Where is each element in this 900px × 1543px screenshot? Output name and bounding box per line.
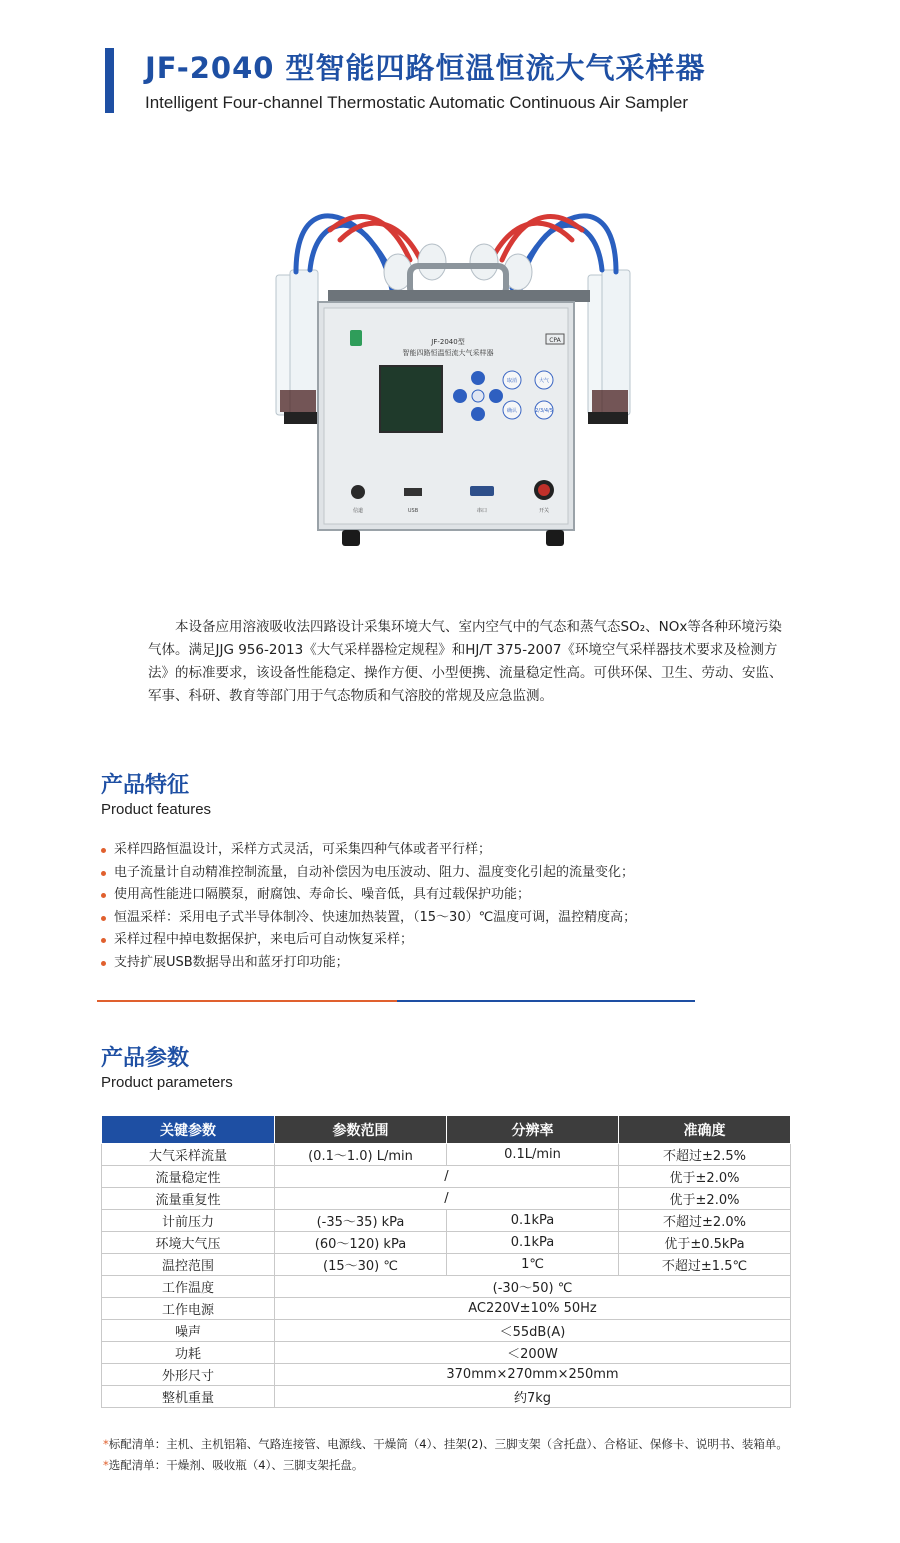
bullet-icon [101,893,106,898]
param-range: (60～120) kPa [275,1232,447,1254]
section-divider-blue [397,1000,695,1002]
table-row [102,1298,791,1320]
feature-item: 电子流量计自动精准控制流量，自动补偿因为电压波动、阻力、温度变化引起的流量变化； [101,862,801,885]
table-row [102,1232,791,1254]
param-range: (-35～35) kPa [275,1210,447,1232]
bullet-icon [101,938,106,943]
table-row [102,1364,791,1386]
param-key: 大气采样流量 [102,1144,275,1166]
params-subtitle: Product parameters [101,1074,233,1091]
param-accuracy: 不超过±1.5℃ [619,1254,791,1276]
header-key: 关键参数 [102,1116,275,1144]
section-divider-orange [97,1000,397,1002]
param-key: 流量稳定性 [102,1166,275,1188]
table-row [102,1188,791,1210]
params-table [101,1115,791,1408]
bullet-icon [101,871,106,876]
features-title: 产品特征 [101,773,190,798]
note-star: * [103,1437,109,1451]
feature-item: 使用高性能进口隔膜泵，耐腐蚀、寿命长、噪音低，具有过载保护功能； [101,884,801,907]
notes-block [103,1434,788,1476]
param-accuracy: 优于±0.5kPa [619,1232,791,1254]
features-list [101,839,801,974]
param-value: (-30～50) ℃ [275,1276,791,1298]
param-key: 外形尺寸 [102,1364,275,1386]
param-accuracy: 优于±2.0% [619,1166,791,1188]
param-range: / [275,1166,619,1188]
note-star: * [103,1458,109,1472]
table-row [102,1144,791,1166]
table-row [102,1386,791,1408]
port-label-signal: 信道 [352,508,364,514]
param-value: 约7kg [275,1386,791,1408]
param-range: (0.1～1.0) L/min [275,1144,447,1166]
feature-item: 采样四路恒温设计，采样方式灵活，可采集四种气体或者平行样； [101,839,801,862]
param-resolution: 1℃ [447,1254,619,1276]
cpa-badge-text: CPA [549,337,561,344]
param-accuracy: 不超过±2.0% [619,1210,791,1232]
param-key: 功耗 [102,1342,275,1364]
feature-item: 恒温采样：采用电子式半导体制冷、快速加热装置，（15～30）℃温度可调，温控精度高； [101,907,801,930]
param-key: 噪声 [102,1320,275,1342]
param-key: 整机重量 [102,1386,275,1408]
standard-list-note: *标配清单：主机、主机铝箱、气路连接管、电源线、干燥筒（4）、挂架(2)、三脚支架（含托盘）、合格证、保修卡、说明书、装箱单。 [103,1437,788,1451]
device-name-text: 智能四路恒温恒流大气采样器 [402,349,494,357]
param-key: 工作温度 [102,1276,275,1298]
key-air-label: 大气 [538,378,550,384]
port-label-serial: 串口 [476,508,488,514]
right-drying-tubes [588,270,630,424]
param-key: 计前压力 [102,1210,275,1232]
serial-port [470,486,494,496]
param-key: 流量重复性 [102,1188,275,1210]
param-accuracy: 优于±2.0% [619,1188,791,1210]
product-image [270,200,650,560]
port-label-power: 开关 [538,508,550,514]
params-header-row [102,1116,791,1144]
signal-knob [351,485,365,499]
device-model-text: JF-2040型 [431,338,465,346]
param-range: / [275,1188,619,1210]
intro-paragraph: 本设备应用溶液吸收法四路设计采集环境大气、室内空气中的气态和蒸气态SO₂、NOx等各种环境污染气体。满足JJG 956-2013《大气采样器检定规程》和HJ/T 375-2007《环境空气采样器技术要求及检测方法》的标准要求，该设备性能稳定、操作方便、小型便携、流量稳定性高。可供环保、卫生、劳动、安监、军事、科研、教育等部门用于气态物质和气溶胶的常规及应急监测。 [148,619,783,704]
param-value: ＜200W [275,1342,791,1364]
optional-list-note: *选配清单：干燥剂、吸收瓶（4）、三脚支架托盘。 [103,1458,364,1472]
param-range: (15～30) ℃ [275,1254,447,1276]
param-value: 370mm×270mm×250mm [275,1364,791,1386]
param-value: AC220V±10% 50Hz [275,1298,791,1320]
feature-item: 采样过程中掉电数据保护，来电后可自动恢复采样； [101,929,801,952]
param-key: 环境大气压 [102,1232,275,1254]
bullet-icon [101,961,106,966]
table-row [102,1210,791,1232]
param-resolution: 0.1kPa [447,1210,619,1232]
header-resolution: 分辨率 [447,1116,619,1144]
bullet-icon [101,848,106,853]
key-confirm-label: 确认 [506,408,518,414]
table-row [102,1342,791,1364]
header-range: 参数范围 [275,1116,447,1144]
page-subtitle: Intelligent Four-channel Thermostatic Automatic Continuous Air Sampler [145,93,689,112]
table-row [102,1320,791,1342]
power-switch [538,484,550,496]
page-title: JF-2040 型智能四路恒温恒流大气采样器 [145,51,706,85]
key-channel-label: 2/3/4/5 [535,408,553,414]
param-resolution: 0.1L/min [447,1144,619,1166]
param-key: 工作电源 [102,1298,275,1320]
param-value: ＜55dB(A) [275,1320,791,1342]
title-accent-bar [105,48,114,113]
key-cancel-label: 取消 [506,378,518,384]
port-label-usb: USB [407,508,419,514]
features-subtitle: Product features [101,801,212,818]
header-accuracy: 准确度 [619,1116,791,1144]
param-key: 温控范围 [102,1254,275,1276]
table-row [102,1276,791,1298]
params-title: 产品参数 [101,1046,190,1071]
param-accuracy: 不超过±2.5% [619,1144,791,1166]
param-resolution: 0.1kPa [447,1232,619,1254]
bullet-icon [101,916,106,921]
left-drying-tubes [276,270,324,424]
usb-port [404,488,422,496]
table-row [102,1254,791,1276]
table-row [102,1166,791,1188]
feature-item: 支持扩展USB数据导出和蓝牙打印功能； [101,952,801,975]
